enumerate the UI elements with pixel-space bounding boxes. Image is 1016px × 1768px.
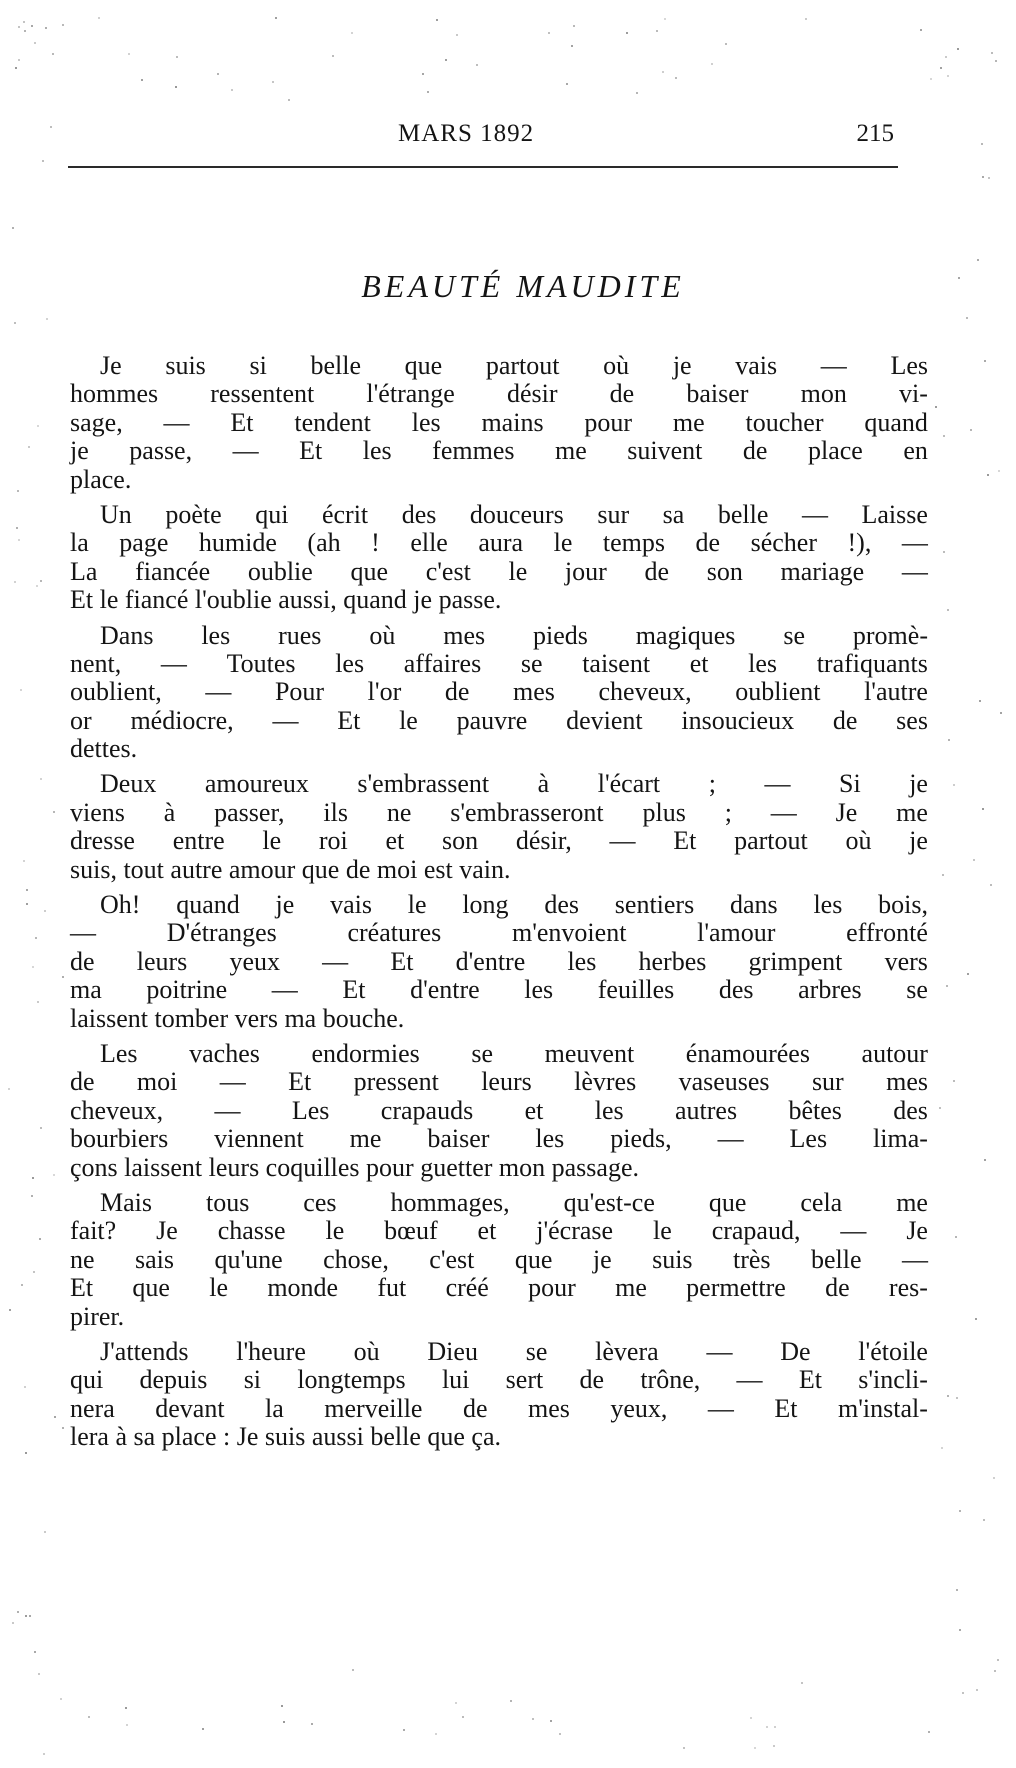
paper-speck: [548, 32, 550, 34]
text-line: suis, tout autre amour que de moi est vain.: [70, 854, 511, 884]
paper-speck: [510, 1700, 512, 1702]
paper-speck: [37, 425, 39, 427]
text-line: bourbiers viennent me baiser les pieds, — Les lima-: [70, 1124, 928, 1154]
paper-speck: [126, 1724, 128, 1726]
paper-speck: [636, 92, 638, 94]
text-line: pirer.: [70, 1301, 125, 1331]
text-line: la page humide (ah ! elle aura le temps de sécher !), —: [70, 528, 928, 558]
paper-speck: [801, 1682, 803, 1684]
paper-speck: [920, 29, 922, 31]
paper-speck: [998, 470, 1000, 472]
paper-speck: [991, 52, 993, 54]
paper-speck: [281, 1705, 283, 1707]
paper-speck: [940, 67, 942, 69]
paper-speck: [427, 91, 429, 93]
paper-speck: [947, 609, 949, 611]
text-line: nent, — Toutes les affaires se taisent et les trafiquants: [70, 648, 928, 678]
paper-speck: [990, 884, 992, 886]
paper-speck: [725, 43, 727, 45]
paper-speck: [948, 739, 950, 741]
text-line: Mais tous ces hommages, qu'est-ce que cela me: [100, 1187, 928, 1217]
paper-speck: [566, 83, 568, 85]
text-line: Et le fiancé l'oublie aussi, quand je passe.: [70, 585, 502, 615]
paper-speck: [982, 176, 984, 178]
paper-speck: [962, 1692, 964, 1694]
text-line: laissent tomber vers ma bouche.: [70, 1003, 405, 1033]
text-line: dresse entre le roi et son désir, — Et partout où je: [70, 826, 928, 856]
paper-speck: [995, 60, 997, 62]
paragraph: [70, 501, 928, 615]
paper-speck: [973, 859, 975, 861]
paper-speck: [935, 406, 937, 408]
paper-speck: [662, 71, 664, 73]
paper-speck: [656, 30, 658, 32]
paper-speck: [125, 1707, 127, 1709]
paper-speck: [98, 17, 100, 19]
paper-speck: [311, 1723, 313, 1725]
text-line: Deux amoureux s'embrassent à l'écart ; — Si je: [100, 769, 928, 799]
paper-speck: [34, 1651, 36, 1653]
paper-speck: [984, 360, 986, 362]
paper-speck: [231, 89, 233, 91]
paper-speck: [60, 1698, 62, 1700]
text-line: La fiancée oublie que c'est le jour de son mariage —: [70, 556, 928, 586]
paper-speck: [45, 27, 47, 29]
paper-speck: [24, 30, 26, 32]
paper-speck: [947, 75, 949, 77]
paper-speck: [571, 45, 573, 47]
paper-speck: [959, 1629, 961, 1631]
paper-speck: [24, 1386, 26, 1388]
paper-speck: [979, 700, 981, 702]
paper-speck: [774, 1726, 776, 1728]
paper-speck: [28, 446, 30, 448]
paper-speck: [773, 1745, 775, 1747]
paper-speck: [930, 78, 932, 80]
text-line: or médiocre, — Et le pauvre devient insoucieux de ses: [70, 705, 928, 735]
paper-speck: [626, 32, 628, 34]
paragraph: [70, 891, 928, 1033]
paper-speck: [52, 53, 54, 55]
page-number: 215: [856, 120, 894, 147]
paper-speck: [37, 1001, 39, 1003]
paper-speck: [1000, 712, 1002, 714]
text-line: nera devant la merveille de mes yeux, — Et m'instal-: [70, 1393, 928, 1423]
paper-speck: [711, 63, 713, 65]
paper-speck: [683, 1747, 685, 1749]
paper-speck: [53, 1174, 55, 1176]
paper-speck: [550, 1720, 552, 1722]
paper-speck: [42, 160, 44, 162]
paper-speck: [14, 581, 16, 583]
text-line: ma poitrine — Et d'entre les feuilles des arbres se: [70, 975, 928, 1005]
text-line: hommes ressentent l'étrange désir de baiser mon vi-: [70, 379, 928, 409]
paper-speck: [984, 1159, 986, 1161]
paper-speck: [982, 808, 984, 810]
text-line: Dans les rues où mes pieds magiques se promè-: [100, 620, 928, 650]
paper-speck: [966, 317, 968, 319]
paper-speck: [455, 1702, 457, 1704]
paper-speck: [88, 1716, 90, 1718]
paper-speck: [462, 1716, 464, 1718]
text-line: çons laissent leurs coquilles pour guetter mon passage.: [70, 1152, 639, 1182]
text-line: Oh! quand je vais le long des sentiers dans les bois,: [100, 890, 928, 920]
paper-speck: [436, 19, 438, 21]
text-line: qui depuis si longtemps lui sert de trône, — Et s'incli-: [70, 1365, 928, 1395]
paper-speck: [46, 318, 48, 320]
text-line: cheveux, — Les crapauds et les autres bêtes des: [70, 1095, 928, 1125]
paper-speck: [26, 889, 28, 891]
paper-speck: [975, 1318, 977, 1320]
paper-speck: [26, 903, 28, 905]
paper-speck: [283, 1721, 285, 1723]
paper-speck: [25, 1452, 27, 1454]
paper-speck: [997, 1659, 999, 1661]
paragraph: [70, 622, 928, 764]
text-line: J'attends l'heure où Dieu se lèvera — De l'étoile: [100, 1336, 928, 1366]
poem-body: [70, 352, 928, 1458]
paper-speck: [50, 126, 52, 128]
paper-speck: [12, 1622, 14, 1624]
text-line: viens à passer, ils ne s'embrasseront plus ; — Je me: [70, 797, 928, 827]
paper-speck: [18, 26, 20, 28]
paper-speck: [422, 73, 424, 75]
paper-speck: [983, 1519, 985, 1521]
paper-speck: [43, 1753, 45, 1755]
paper-speck: [445, 59, 447, 61]
paper-speck: [939, 1107, 941, 1109]
paper-speck: [957, 48, 959, 50]
paper-speck: [31, 25, 33, 27]
paper-speck: [202, 1728, 204, 1730]
paper-speck: [943, 435, 945, 437]
paper-speck: [14, 322, 16, 324]
text-line: place.: [70, 464, 132, 494]
paper-speck: [559, 1733, 561, 1735]
paper-speck: [44, 1531, 46, 1533]
paper-speck: [23, 21, 25, 23]
paper-speck: [573, 25, 575, 27]
paper-speck: [994, 1670, 996, 1672]
paper-speck: [943, 551, 945, 553]
text-line: — D'étranges créatures m'envoient l'amour effronté: [70, 918, 928, 948]
paper-speck: [988, 177, 990, 179]
poem-title: BEAUTÉ MAUDITE: [361, 268, 685, 304]
paper-speck: [959, 1510, 961, 1512]
text-line: de leurs yeux — Et d'entre les herbes grimpent vers: [70, 946, 928, 976]
paper-speck: [275, 17, 277, 19]
text-line: oublient, — Pour l'or de mes cheveux, oublient l'autre: [70, 677, 928, 707]
paper-speck: [12, 227, 14, 229]
text-line: je passe, — Et les femmes me suivent de place en: [70, 436, 928, 466]
paper-speck: [36, 585, 38, 587]
paper-speck: [62, 1427, 64, 1429]
paper-speck: [35, 937, 37, 939]
paper-speck: [32, 966, 34, 968]
paper-speck: [967, 973, 969, 975]
text-line: dettes.: [70, 734, 138, 764]
paper-speck: [675, 77, 677, 79]
paper-speck: [332, 55, 334, 57]
text-line: Un poète qui écrit des douceurs sur sa belle — Laisse: [100, 499, 928, 529]
paper-speck: [18, 59, 20, 61]
paper-speck: [39, 1238, 41, 1240]
text-line: Je suis si belle que partout où je vais — Les: [100, 351, 928, 380]
paper-speck: [956, 1589, 958, 1591]
paper-speck: [40, 580, 42, 582]
text-line: Les vaches endormies se meuvent énamourées autour: [100, 1038, 928, 1068]
paper-speck: [20, 689, 22, 691]
paper-speck: [956, 1397, 958, 1399]
header-rule: [68, 166, 898, 168]
paper-speck: [435, 1733, 437, 1735]
paragraph: [70, 770, 928, 884]
paper-speck: [532, 1718, 534, 1720]
paper-speck: [351, 32, 353, 34]
paper-speck: [272, 81, 274, 83]
paper-speck: [987, 474, 989, 476]
text-line: de moi — Et pressent leurs lèvres vaseuses sur mes: [70, 1067, 928, 1097]
paper-speck: [953, 1080, 955, 1082]
paper-speck: [352, 1669, 354, 1671]
paper-speck: [21, 1284, 23, 1286]
paper-speck: [456, 34, 458, 36]
paper-speck: [750, 1717, 752, 1719]
paper-speck: [175, 86, 177, 88]
paper-speck: [16, 527, 18, 529]
paragraph: [70, 352, 928, 494]
paper-speck: [945, 56, 947, 58]
paragraph: [70, 1338, 928, 1452]
paper-speck: [17, 490, 19, 492]
paper-speck: [18, 539, 20, 541]
paper-speck: [953, 784, 955, 786]
paper-speck: [54, 1416, 56, 1418]
paper-speck: [754, 1747, 756, 1749]
running-header: [68, 112, 898, 156]
paper-speck: [8, 1088, 10, 1090]
paper-speck: [33, 1271, 35, 1273]
paper-speck: [38, 1673, 40, 1675]
paragraph: [70, 1040, 928, 1182]
paper-speck: [62, 24, 64, 26]
paper-speck: [976, 1689, 978, 1691]
paper-speck: [942, 874, 944, 876]
paper-speck: [981, 143, 983, 145]
paper-speck: [141, 79, 143, 81]
paper-speck: [970, 429, 972, 431]
paper-speck: [993, 1477, 995, 1479]
paper-speck: [288, 99, 290, 101]
paper-speck: [44, 910, 46, 912]
paper-speck: [15, 67, 17, 69]
paper-speck: [476, 64, 478, 66]
paper-speck: [955, 1236, 957, 1238]
paper-speck: [946, 985, 948, 987]
paper-speck: [9, 1309, 11, 1311]
running-title: MARS 1892: [398, 120, 535, 147]
paper-speck: [403, 1729, 405, 1731]
paper-speck: [17, 1611, 19, 1613]
paper-speck: [977, 259, 979, 261]
paper-speck: [53, 811, 55, 813]
paper-speck: [25, 1615, 27, 1617]
text-line: Et que le monde fut créé pour me permettre de res-: [70, 1273, 928, 1303]
paper-speck: [23, 860, 25, 862]
paragraph: [70, 1189, 928, 1331]
text-line: fait? Je chasse le bœuf et j'écrase le crapaud, — Je: [70, 1216, 928, 1246]
text-line: sage, — Et tendent les mains pour me toucher quand: [70, 407, 928, 437]
paper-speck: [805, 18, 807, 20]
paper-speck: [40, 1127, 42, 1129]
paper-speck: [217, 73, 219, 75]
paper-speck: [31, 1195, 33, 1197]
paper-speck: [40, 778, 42, 780]
paper-speck: [34, 42, 36, 44]
paper-speck: [62, 976, 64, 978]
paper-speck: [176, 56, 178, 58]
paper-speck: [766, 1726, 768, 1728]
paper-speck: [941, 1447, 943, 1449]
paper-speck: [664, 18, 666, 20]
paper-speck: [32, 1177, 34, 1179]
text-line: lera à sa place : Je suis aussi belle que ça.: [70, 1422, 501, 1452]
text-line: ne sais qu'une chose, c'est que je suis très belle —: [70, 1244, 928, 1274]
paper-speck: [128, 53, 130, 55]
paper-speck: [29, 1615, 31, 1617]
paper-speck: [928, 1731, 930, 1733]
paper-speck: [947, 1395, 949, 1397]
